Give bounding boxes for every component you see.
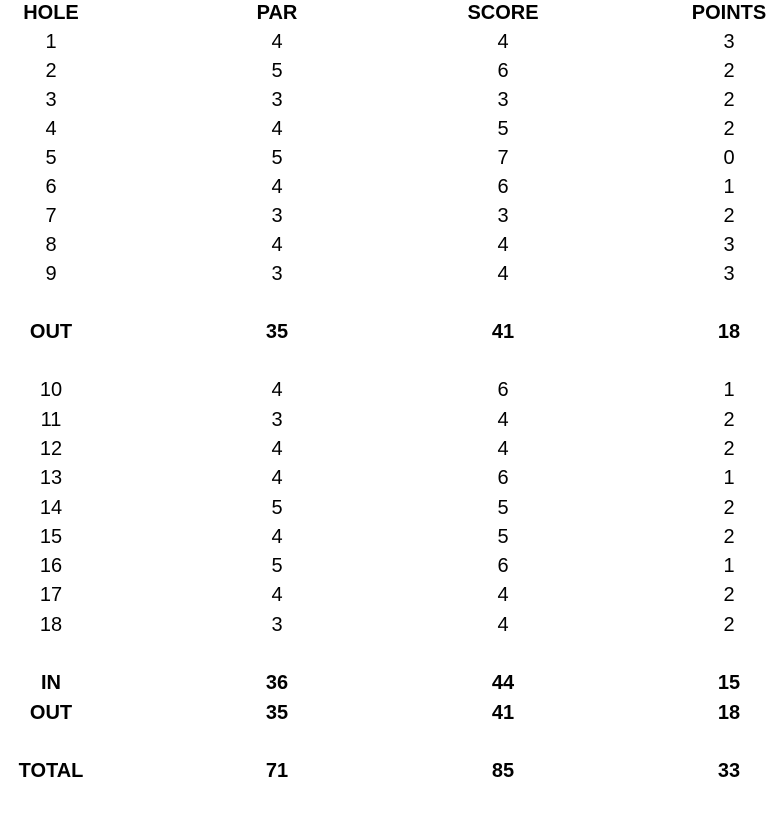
hole-par: 3 — [271, 409, 283, 431]
hole-score: 3 — [497, 89, 509, 111]
hole-par: 4 — [271, 438, 283, 460]
hole-score: 5 — [497, 497, 509, 519]
hole-row — [0, 494, 774, 523]
hole-number: 14 — [39, 497, 63, 519]
hole-row — [0, 464, 774, 493]
out-summary-par: 35 — [265, 702, 289, 724]
hole-row — [0, 115, 774, 144]
hole-points: 2 — [723, 584, 735, 606]
hole-par: 5 — [271, 147, 283, 169]
out-summary-row — [0, 699, 774, 728]
hole-score: 4 — [497, 438, 509, 460]
hole-number: 2 — [45, 60, 57, 82]
hole-row — [0, 260, 774, 289]
hole-number: 12 — [39, 438, 63, 460]
hole-par: 4 — [271, 118, 283, 140]
out-total-row — [0, 318, 774, 347]
hole-par: 4 — [271, 31, 283, 53]
hole-score: 5 — [497, 118, 509, 140]
header-par: PAR — [256, 2, 298, 24]
hole-row — [0, 611, 774, 640]
hole-score: 4 — [497, 614, 509, 636]
hole-score: 4 — [497, 409, 509, 431]
hole-row — [0, 28, 774, 57]
hole-row — [0, 144, 774, 173]
hole-number: 3 — [45, 89, 57, 111]
hole-score: 6 — [497, 60, 509, 82]
hole-score: 3 — [497, 205, 509, 227]
hole-number: 16 — [39, 555, 63, 577]
hole-par: 5 — [271, 555, 283, 577]
hole-points: 2 — [723, 205, 735, 227]
hole-score: 6 — [497, 467, 509, 489]
out-par: 35 — [265, 321, 289, 343]
hole-points: 1 — [723, 176, 735, 198]
hole-par: 3 — [271, 614, 283, 636]
header-score: SCORE — [467, 2, 539, 24]
hole-points: 2 — [723, 89, 735, 111]
hole-par: 4 — [271, 467, 283, 489]
hole-par: 4 — [271, 379, 283, 401]
hole-number: 6 — [45, 176, 57, 198]
hole-row — [0, 202, 774, 231]
hole-points: 3 — [723, 31, 735, 53]
hole-number: 1 — [45, 31, 57, 53]
hole-row — [0, 581, 774, 610]
hole-points: 2 — [723, 526, 735, 548]
out-points: 18 — [717, 321, 741, 343]
hole-par: 5 — [271, 497, 283, 519]
hole-row — [0, 173, 774, 202]
hole-row — [0, 552, 774, 581]
hole-points: 1 — [723, 555, 735, 577]
hole-number: 13 — [39, 467, 63, 489]
hole-points: 0 — [723, 147, 735, 169]
hole-par: 4 — [271, 584, 283, 606]
hole-score: 4 — [497, 234, 509, 256]
hole-score: 5 — [497, 526, 509, 548]
in-total-row — [0, 669, 774, 698]
hole-number: 15 — [39, 526, 63, 548]
hole-number: 4 — [45, 118, 57, 140]
hole-score: 7 — [497, 147, 509, 169]
grand-total-row — [0, 757, 774, 786]
hole-score: 6 — [497, 176, 509, 198]
total-par: 71 — [265, 760, 289, 782]
hole-points: 2 — [723, 118, 735, 140]
total-points: 33 — [717, 760, 741, 782]
hole-points: 2 — [723, 614, 735, 636]
hole-number: 10 — [39, 379, 63, 401]
in-points: 15 — [717, 672, 741, 694]
hole-points: 3 — [723, 263, 735, 285]
hole-par: 4 — [271, 234, 283, 256]
hole-points: 2 — [723, 497, 735, 519]
hole-row — [0, 231, 774, 260]
hole-number: 8 — [45, 234, 57, 256]
hole-score: 4 — [497, 263, 509, 285]
hole-points: 1 — [723, 467, 735, 489]
total-score: 85 — [491, 760, 515, 782]
hole-points: 2 — [723, 409, 735, 431]
out-score: 41 — [491, 321, 515, 343]
hole-number: 11 — [40, 409, 62, 431]
hole-par: 3 — [271, 89, 283, 111]
hole-points: 2 — [723, 438, 735, 460]
hole-row — [0, 376, 774, 405]
out-label: OUT — [29, 321, 73, 343]
hole-points: 3 — [723, 234, 735, 256]
hole-row — [0, 86, 774, 115]
header-row — [0, 0, 774, 28]
hole-row — [0, 435, 774, 464]
hole-row — [0, 57, 774, 86]
hole-row — [0, 406, 774, 435]
out-summary-score: 41 — [491, 702, 515, 724]
hole-number: 17 — [39, 584, 63, 606]
out-summary-points: 18 — [717, 702, 741, 724]
hole-par: 5 — [271, 60, 283, 82]
total-label: TOTAL — [18, 760, 84, 782]
hole-points: 1 — [723, 379, 735, 401]
hole-par: 4 — [271, 526, 283, 548]
in-par: 36 — [265, 672, 289, 694]
hole-number: 5 — [45, 147, 57, 169]
header-hole: HOLE — [23, 2, 79, 24]
hole-row — [0, 523, 774, 552]
hole-score: 4 — [497, 31, 509, 53]
in-score: 44 — [491, 672, 515, 694]
hole-number: 9 — [45, 263, 57, 285]
in-label: IN — [41, 672, 61, 694]
hole-par: 3 — [271, 205, 283, 227]
out-summary-label: OUT — [29, 702, 73, 724]
hole-score: 4 — [497, 584, 509, 606]
hole-points: 2 — [723, 60, 735, 82]
hole-par: 3 — [271, 263, 283, 285]
hole-number: 18 — [39, 614, 63, 636]
hole-score: 6 — [497, 555, 509, 577]
hole-score: 6 — [497, 379, 509, 401]
hole-par: 4 — [271, 176, 283, 198]
header-points: POINTS — [691, 2, 767, 24]
hole-number: 7 — [45, 205, 57, 227]
